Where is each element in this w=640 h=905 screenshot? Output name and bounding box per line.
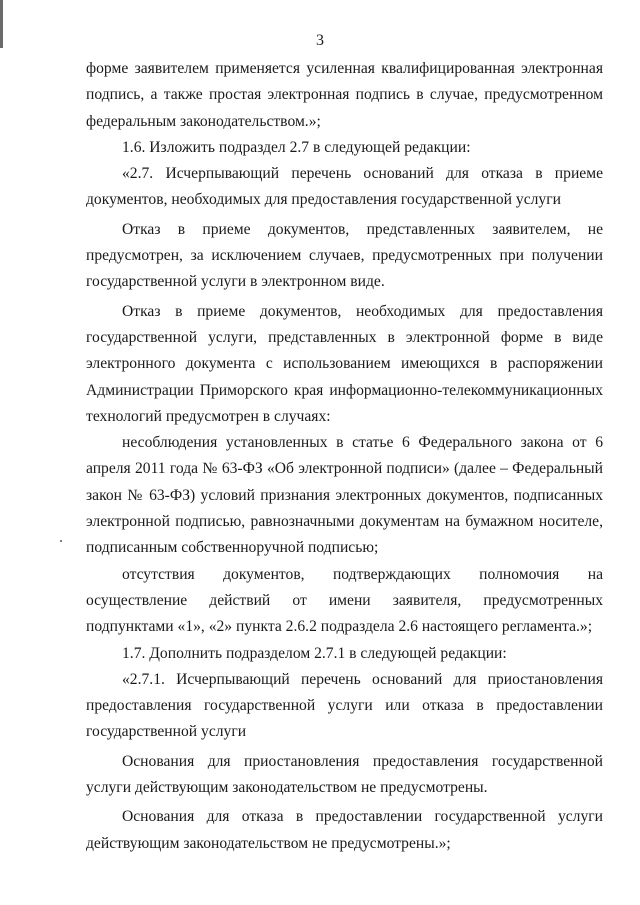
document-body [86,56,603,857]
paragraph-refusal-electronic: Отказ в приеме документов, необходимых для предоставления государственной услуги, представленных в электронной форме в виде электронного документа с использованием имеющихся в распоряжении Администрации Приморского края информационно-телекоммуникационных технологий предусмотрен в случаях: [86,302,603,425]
paragraph-case-authority: отсутствия документов, подтверждающих полномочия на осуществление действий от имени заявителя, предусмотренных подпунктами «1», «2» пункта 2.6.2 подраздела 2.6 настоящего регламента.»; [86,565,603,636]
paragraph-continuation: форме заявителем применяется усиленная квалифицированная электронная подпись, а также простая электронная подпись в случае, предусмотренном федеральным законодательством.»; [86,60,603,130]
paragraph-item-1-6: 1.6. Изложить подраздел 2.7 в следующей редакции: [122,138,471,156]
page-number: 3 [316,32,324,49]
paragraph-item-1-7: 1.7. Дополнить подразделом 2.7.1 в следующей редакции: [122,644,507,662]
paragraph-case-signature: несоблюдения установленных в статье 6 Федерального закона от 6 апреля 2011 года № 63-ФЗ «Об электронной подписи» (далее – Федеральный закон № 63-ФЗ) условий признания электронных документов, подписанных электронной подписью, равнозначными документам на бумажном носителе, подписанным собственноручной подписью; [86,434,603,557]
paragraph-refusal-grounds: Основания для отказа в предоставлении государственной услуги действующим законодательством не предусмотрены.»; [86,808,603,852]
paragraph-heading-2-7: «2.7. Исчерпывающий перечень оснований для отказа в приеме документов, необходимых для предоставления государственной услуги [86,165,603,209]
paragraph-heading-2-7-1: «2.7.1. Исчерпывающий перечень оснований для приостановления предоставления государственной услуги или отказа в предоставлении государственной услуги [86,670,603,741]
paragraph-refusal-general: Отказ в приеме документов, представленных заявителем, не предусмотрен, за исключением случаев, предусмотренных при получении государственной услуги в электронном виде. [86,220,603,291]
scan-speck-artifact [60,540,62,542]
paragraph-suspension-grounds: Основания для приостановления предоставления государственной услуги действующим законодательством не предусмотрены. [86,752,603,797]
